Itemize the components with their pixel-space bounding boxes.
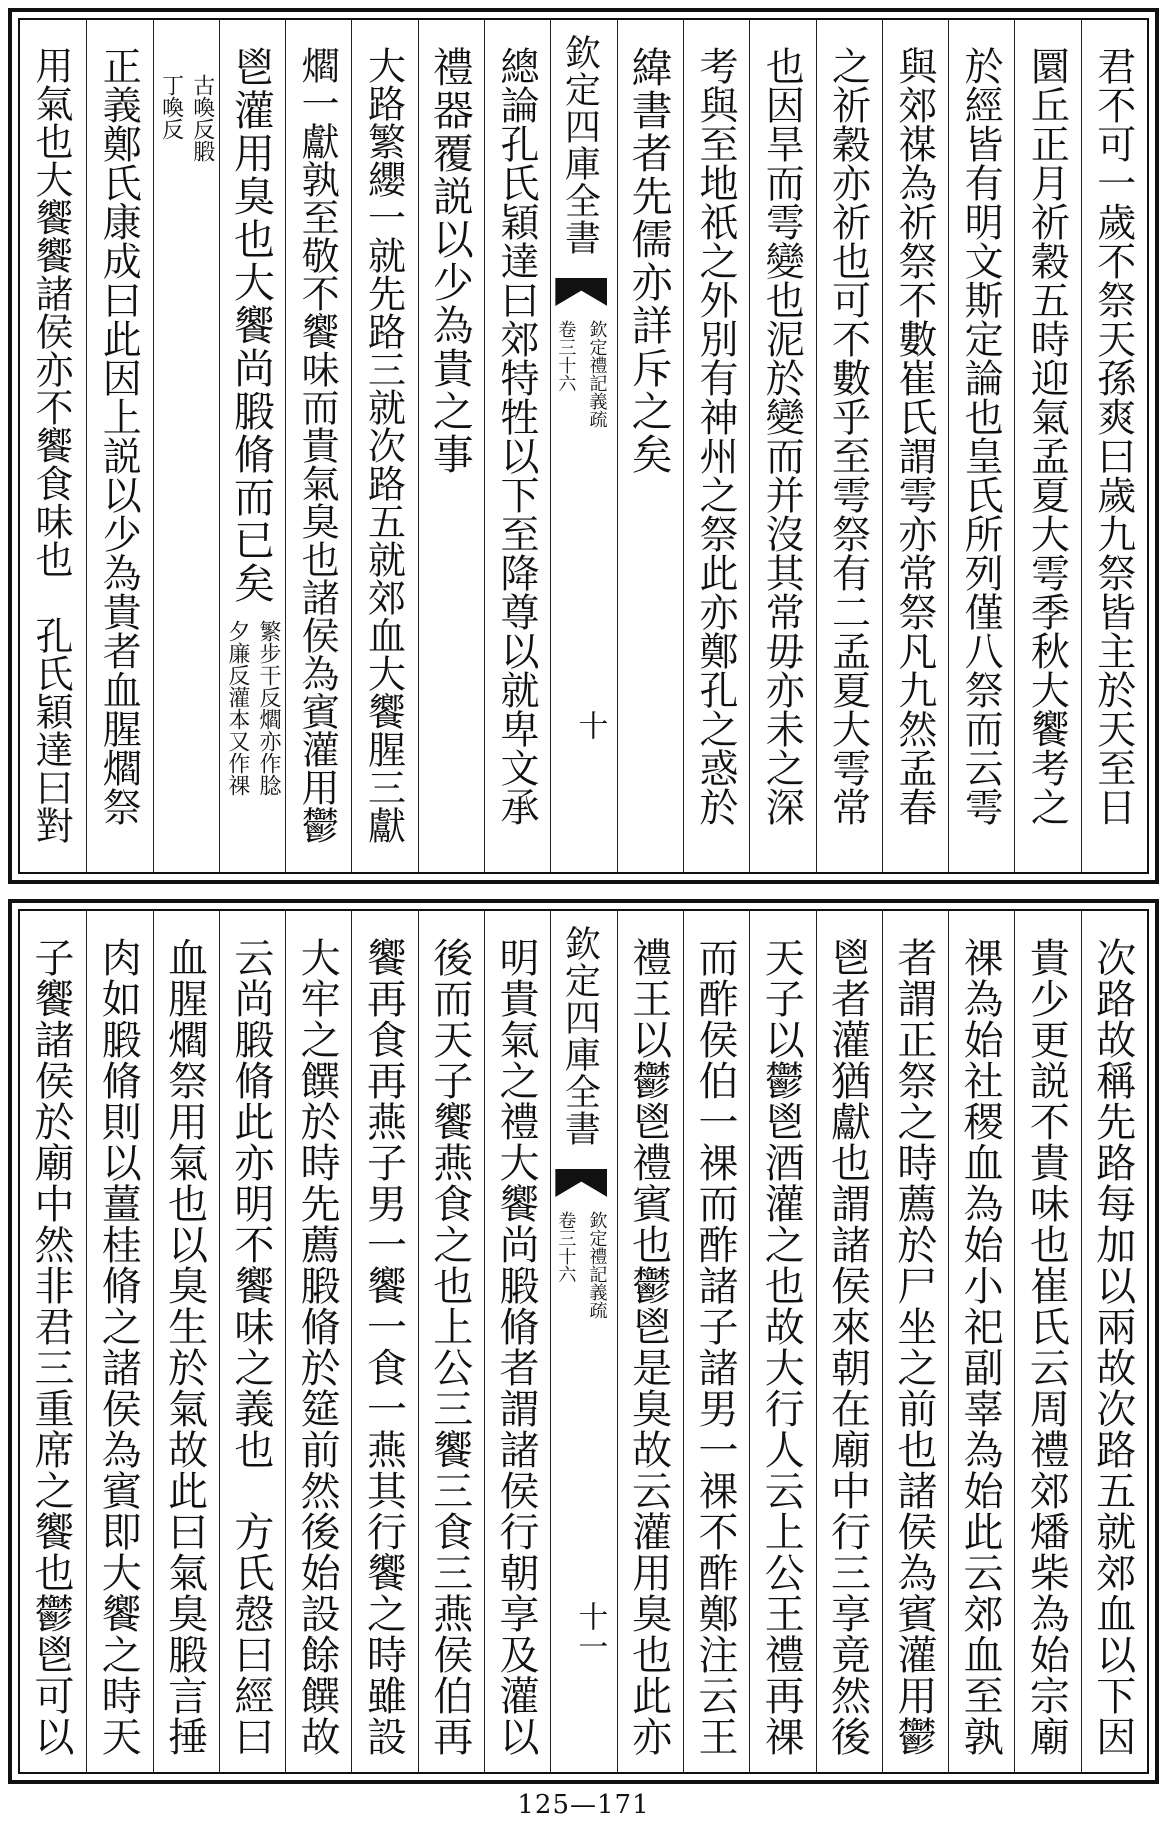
text-column <box>617 911 683 1772</box>
text-column <box>219 20 285 872</box>
text-column <box>285 911 351 1772</box>
spine-column <box>550 20 616 872</box>
column-text: 天子以鬱鬯酒灌之也故大行人云上公王禮再祼 <box>758 937 805 1757</box>
text-column <box>20 911 86 1772</box>
text-column <box>351 911 417 1772</box>
upper-page <box>8 8 1159 884</box>
spine-column <box>550 911 616 1772</box>
column-text: 禮王以鬱鬯禮賓也鬱鬯是臭故云灌用臭也此亦 <box>625 937 672 1757</box>
spine-leaf-number: 十 <box>572 710 608 740</box>
column-text: 饗再食再燕子男一饗一食一燕其行饗之時雖設 <box>360 937 407 1757</box>
column-text: 緯書者先儒亦詳斥之矣 <box>624 46 673 476</box>
text-column <box>882 20 948 872</box>
text-column <box>1081 20 1147 872</box>
text-column <box>1081 911 1147 1772</box>
text-column <box>153 911 219 1772</box>
annotation-right: 古喚反腶 <box>189 74 215 162</box>
text-column <box>749 20 815 872</box>
text-column <box>418 20 484 872</box>
column-text: 明貴氣之禮大饗尚腶脩者謂諸侯行朝享及灌以 <box>493 937 540 1757</box>
column-text: 總論孔氏穎達曰郊特牲以下至降尊以就卑文承 <box>494 46 540 826</box>
text-column <box>882 911 948 1772</box>
column-text: 云尚腶脩此亦明不饗味之義也 方氏慤曰經曰 <box>227 937 274 1757</box>
spine-volume: 卷三十六 <box>555 320 577 392</box>
spine-title: 欽定四庫全書 <box>559 925 601 1147</box>
column-text: 鬯灌用臭也大饗尚腶脩而已矣 <box>226 46 275 605</box>
folio-number: 125—171 <box>517 1790 650 1820</box>
text-column <box>683 20 749 872</box>
text-column <box>683 911 749 1772</box>
text-column <box>285 20 351 872</box>
text-column <box>617 20 683 872</box>
text-column <box>816 20 882 872</box>
column-text: 者謂正祭之時薦於尸坐之前也諸侯為賓灌用鬱 <box>890 937 937 1757</box>
column-text: 也因旱而雩變也泥於變而并沒其常毋亦未之深 <box>759 46 805 826</box>
text-column <box>1014 20 1080 872</box>
fish-tail-mark <box>555 278 607 306</box>
column-text: 子饗諸侯於廟中然非君三重席之饗也鬱鬯可以 <box>28 937 74 1757</box>
spine-title: 欽定四庫全書 <box>559 34 601 256</box>
column-text: 禮器覆説以少為貴之事 <box>425 46 474 476</box>
text-column <box>749 911 815 1772</box>
column-text: 祼為始社稷血為始小祀副辜為始此云郊血至孰 <box>957 937 1004 1757</box>
text-column <box>948 911 1014 1772</box>
column-text: 正義鄭氏康成曰此因上説以少為貴者血腥爓祭 <box>96 46 142 826</box>
column-text: 用氣也大饗饗諸侯亦不饗食味也 孔氏穎達曰對 <box>29 46 73 844</box>
column-text: 而酢侯伯一祼而酢諸子諸男一祼不酢鄭注云王 <box>691 937 738 1757</box>
text-column <box>816 911 882 1772</box>
spine-book-title: 欽定禮記義疏 <box>586 1211 608 1319</box>
column-text: 次路故稱先路每加以兩故次路五就郊血以下因 <box>1089 937 1136 1757</box>
column-text: 大路繁纓一就先路三就次路五就郊血大饗腥三獻 <box>361 46 406 844</box>
column-text: 圜丘正月祈穀五時迎氣孟夏大雩季秋大饗考之 <box>1024 46 1070 826</box>
column-text: 血腥爓祭用氣也以臭生於氣故此曰氣臭腶言捶 <box>161 937 208 1757</box>
column-text: 與郊禖為祈祭不數崔氏謂雩亦常祭凡九然孟春 <box>891 46 937 826</box>
column-text: 君不可一歲不祭天孫爽曰歲九祭皆主於天至日 <box>1090 46 1136 826</box>
annotation-left: 丁喚反 <box>158 74 184 140</box>
text-column <box>484 20 550 872</box>
column-text: 於經皆有明文斯定論也皇氏所列僅八祭而云雩 <box>958 46 1004 826</box>
text-column <box>86 911 152 1772</box>
text-column <box>948 20 1014 872</box>
text-column <box>484 911 550 1772</box>
column-text: 考與至地祇之外別有神州之祭此亦鄭孔之惑於 <box>692 46 738 826</box>
annotation-left: 夕廉反灌本又作祼 <box>224 620 250 796</box>
spine-book-title: 欽定禮記義疏 <box>586 320 608 428</box>
text-column <box>418 911 484 1772</box>
column-text: 肉如腶脩則以薑桂脩之諸侯為賓即大饗之時天 <box>95 937 142 1757</box>
text-column <box>219 911 285 1772</box>
lower-page-frame <box>18 909 1149 1774</box>
lower-page <box>8 899 1159 1784</box>
spine-leaf-number: 十一 <box>572 1601 608 1661</box>
column-text: 後而天子饗燕食之也上公三饗三食三燕侯伯再 <box>426 937 473 1757</box>
spine-volume: 卷三十六 <box>555 1211 577 1283</box>
column-text: 爓一獻孰至敬不饗味而貴氣臭也諸侯為賓灌用鬱 <box>295 46 340 844</box>
column-text: 貴少更説不貴味也崔氏云周禮郊燔柴為始宗廟 <box>1023 937 1070 1757</box>
column-text: 鬯者灌猶獻也謂諸侯來朝在廟中行三享竟然後 <box>824 937 871 1757</box>
upper-page-frame <box>18 18 1149 874</box>
text-column <box>1014 911 1080 1772</box>
text-column <box>20 20 86 872</box>
column-text: 大牢之饌於時先薦腶脩於筵前然後始設餘饌故 <box>294 937 341 1757</box>
annotation-right: 繁步干反爓亦作腍 <box>256 620 282 796</box>
text-column <box>153 20 219 872</box>
text-column <box>86 20 152 872</box>
column-text: 之祈穀亦祈也可不數乎至雩祭有二孟夏大雩常 <box>825 46 871 826</box>
text-column <box>351 20 417 872</box>
fish-tail-mark <box>555 1169 607 1197</box>
